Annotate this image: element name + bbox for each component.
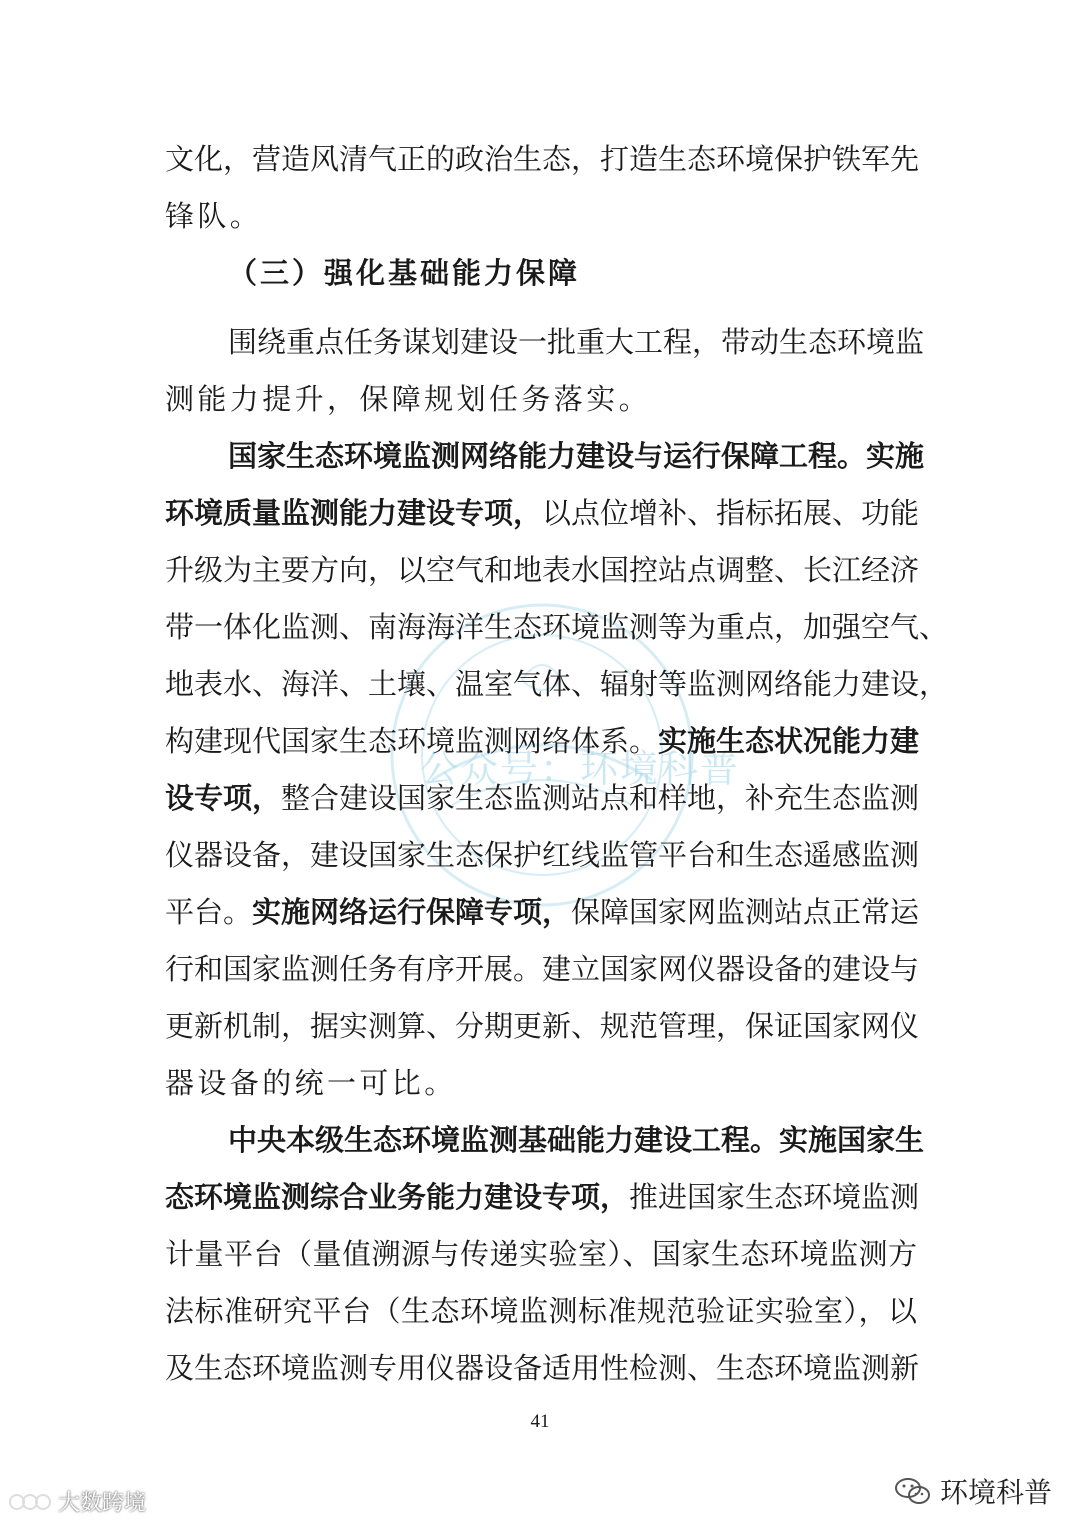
text: 推进国家生态环境监测 [629, 1180, 920, 1214]
text-line: 围绕重点任务谋划建设一批重大工程，带动生态环境监 [228, 325, 925, 359]
text: 构建现代国家生态环境监测网络体系。 [165, 724, 659, 758]
text-line: 测能力提升，保障规划任务落实。 [165, 382, 652, 416]
watermark-text: 公众号：环境科普 [420, 747, 741, 791]
brand-right [894, 1471, 1052, 1511]
text-line: 行和国家监测任务有序开展。建立国家网仪器设备的建设与 [165, 952, 920, 986]
text-line: 计量平台（量值溯源与传递实验室）、国家生态环境监测方 [165, 1237, 917, 1271]
brand-text: 环境科普 [939, 1476, 1052, 1509]
text: 平台。 [165, 895, 253, 929]
text-line: 地表水、海洋、土壤、温室气体、辐射等监测网络能力建设， [165, 667, 949, 701]
text-line: 升级为主要方向，以空气和地表水国控站点调整、长江经济 [165, 553, 920, 587]
text-line: 器设备的统一可比。 [165, 1066, 457, 1100]
text-line [165, 778, 920, 818]
brand-logo-icon [8, 1491, 52, 1513]
text: 以点位增补、指标拓展、功能 [542, 496, 920, 530]
bold-text: 环境质量监测能力建设专项， [165, 496, 543, 530]
text: 整合建设国家生态监测站点和样地，补充生态监测 [281, 781, 920, 815]
bold-text: 实施生态状况能力建 [658, 724, 920, 758]
bold-text-line: 国家生态环境监测网络能力建设与运行保障工程。实施 [228, 439, 925, 473]
text-line [165, 721, 920, 761]
brand-text: 大数跨境 [58, 1491, 147, 1516]
text-line [165, 493, 920, 533]
brand-left [8, 1486, 146, 1517]
wechat-icon [894, 1476, 932, 1506]
text-line [165, 892, 920, 932]
text-line: 锋队。 [165, 199, 263, 233]
bold-text: 实施网络运行保障专项， [252, 895, 572, 929]
text-line [165, 1177, 920, 1217]
bold-text: 设专项， [165, 781, 282, 815]
page-number: 41 [530, 1411, 550, 1432]
section-heading: （三）强化基础能力保障 [228, 256, 581, 290]
text-line: 带一体化监测、南海海洋生态环境监测等为重点，加强空气、 [165, 610, 949, 644]
bold-text: 态环境监测综合业务能力建设专项， [165, 1180, 630, 1214]
text-line: 仪器设备，建设国家生态保护红线监管平台和生态遥感监测 [165, 838, 920, 872]
text-line: 文化，营造风清气正的政治生态，打造生态环境保护铁军先 [165, 142, 920, 176]
text-line: 更新机制，据实测算、分期更新、规范管理，保证国家网仪 [165, 1009, 920, 1043]
text: 保障国家网监测站点正常运 [571, 895, 920, 929]
text-line: 法标准研究平台（生态环境监测标准规范验证实验室），以 [165, 1294, 917, 1328]
bold-text-line: 中央本级生态环境监测基础能力建设工程。实施国家生 [228, 1123, 925, 1157]
text-line: 及生态环境监测专用仪器设备适用性检测、生态环境监测新 [165, 1351, 920, 1385]
